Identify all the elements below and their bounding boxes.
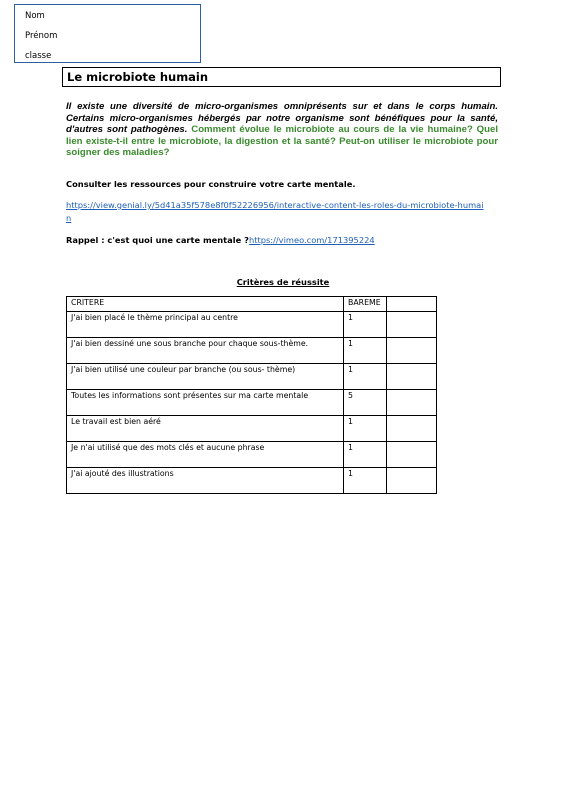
- intro-questions: Comment évolue le microbiote au cours de la vie humaine? Quel lien existe-t-il entre le microbiote, la digestion et la santé? Peut-on utiliser le microbiote pour soigner des maladies?: [66, 124, 498, 159]
- rappel-label: Rappel : c'est quoi une carte mentale ?: [66, 235, 249, 245]
- prenom-label: Prénom: [25, 31, 58, 41]
- rappel-line: [66, 235, 375, 245]
- bareme-cell: 1: [344, 416, 387, 442]
- table-row: [67, 416, 437, 442]
- critere-cell: J'ai bien placé le thème principal au centre: [67, 312, 344, 338]
- score-cell[interactable]: [387, 390, 437, 416]
- header-bareme: BAREME: [344, 297, 387, 312]
- critere-cell: Le travail est bien aéré: [67, 416, 344, 442]
- critere-cell: J'ai ajouté des illustrations: [67, 468, 344, 494]
- table-row: [67, 390, 437, 416]
- critere-cell: J'ai bien utilisé une couleur par branche (ou sous- thème): [67, 364, 344, 390]
- header-score: [387, 297, 437, 312]
- vimeo-link[interactable]: https://vimeo.com/171395224: [248, 235, 375, 245]
- consult-instruction: Consulter les ressources pour construire votre carte mentale.: [66, 179, 356, 189]
- header-critere: CRITERE: [67, 297, 344, 312]
- score-cell[interactable]: [387, 468, 437, 494]
- bareme-cell: 1: [344, 468, 387, 494]
- nom-label: Nom: [25, 11, 45, 21]
- table-row: [67, 312, 437, 338]
- critere-cell: Toutes les informations sont présentes sur ma carte mentale: [67, 390, 344, 416]
- criteria-title: Critères de réussite: [236, 277, 330, 287]
- bareme-cell: 1: [344, 364, 387, 390]
- bareme-cell: 1: [344, 312, 387, 338]
- score-cell[interactable]: [387, 416, 437, 442]
- bareme-cell: 5: [344, 390, 387, 416]
- intro-paragraph: [66, 101, 498, 159]
- student-info-box: [14, 4, 201, 63]
- table-header-row: [67, 297, 437, 312]
- score-cell[interactable]: [387, 338, 437, 364]
- table-row: [67, 468, 437, 494]
- resource-link[interactable]: https://view.genial.ly/5d41a35f578e8f0f52226956/interactive-content-les-roles-du-microbiote-humain: [66, 200, 484, 223]
- critere-cell: J'ai bien dessiné une sous branche pour chaque sous-thème.: [67, 338, 344, 364]
- intro-text: Il existe une diversité de micro-organismes omniprésents sur et dans le corps humain. Certains micro-organismes hébergés par notre organisme sont bénéfiques pour la santé, d'autres sont pathogènes.: [66, 101, 498, 136]
- table-row: [67, 364, 437, 390]
- table-row: [67, 442, 437, 468]
- classe-label: classe: [25, 51, 52, 61]
- criteria-table: [66, 296, 437, 494]
- critere-cell: Je n'ai utilisé que des mots clés et aucune phrase: [67, 442, 344, 468]
- bareme-cell: 1: [344, 442, 387, 468]
- bareme-cell: 1: [344, 338, 387, 364]
- score-cell[interactable]: [387, 442, 437, 468]
- score-cell[interactable]: [387, 364, 437, 390]
- table-row: [67, 338, 437, 364]
- score-cell[interactable]: [387, 312, 437, 338]
- page-title: Le microbiote humain: [62, 67, 501, 87]
